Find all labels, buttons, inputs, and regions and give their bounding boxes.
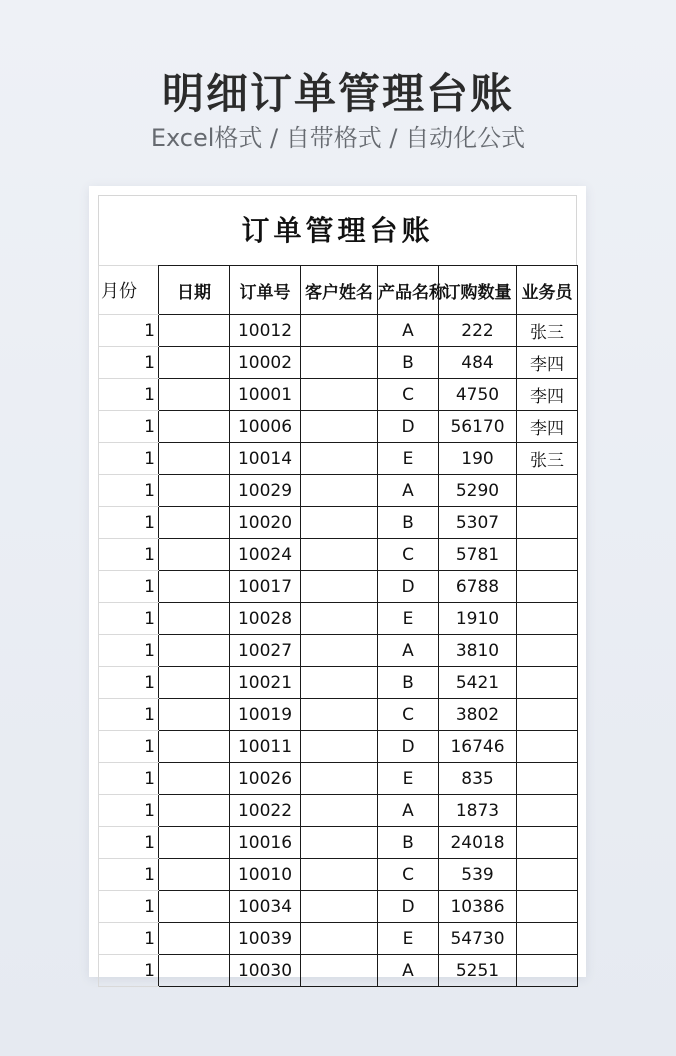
- cell-salesperson: 张三: [517, 315, 578, 347]
- table-row: [99, 731, 578, 763]
- sheet-title: 订单管理台账: [98, 195, 577, 265]
- cell-quantity: 1873: [439, 795, 517, 827]
- cell-quantity: 5307: [439, 507, 517, 539]
- cell-product: B: [378, 347, 439, 379]
- cell-customer: [301, 507, 378, 539]
- cell-product: D: [378, 411, 439, 443]
- cell-order-no: 10010: [230, 859, 301, 891]
- cell-date: [159, 571, 230, 603]
- cell-quantity: 539: [439, 859, 517, 891]
- column-header-order-no: 订单号: [230, 266, 301, 315]
- cell-quantity: 3802: [439, 699, 517, 731]
- order-ledger-table: [98, 265, 578, 987]
- cell-order-no: 10024: [230, 539, 301, 571]
- cell-product: B: [378, 667, 439, 699]
- cell-product: C: [378, 699, 439, 731]
- spreadsheet-preview-card: [89, 186, 586, 981]
- cell-customer: [301, 539, 378, 571]
- cell-quantity: 190: [439, 443, 517, 475]
- table-row: [99, 347, 578, 379]
- cell-product: B: [378, 827, 439, 859]
- cell-order-no: 10021: [230, 667, 301, 699]
- cell-month: 1: [99, 507, 159, 539]
- page-subtitle: Excel格式 / 自带格式 / 自动化公式: [150, 124, 526, 152]
- cell-order-no: 10020: [230, 507, 301, 539]
- table-row: [99, 475, 578, 507]
- cell-quantity: 1910: [439, 603, 517, 635]
- cell-date: [159, 795, 230, 827]
- cell-quantity: 16746: [439, 731, 517, 763]
- cell-date: [159, 635, 230, 667]
- cell-quantity: 24018: [439, 827, 517, 859]
- cell-product: A: [378, 795, 439, 827]
- cell-product: A: [378, 635, 439, 667]
- cell-date: [159, 859, 230, 891]
- cell-salesperson: [517, 699, 578, 731]
- cell-product: E: [378, 923, 439, 955]
- cell-salesperson: [517, 859, 578, 891]
- cell-order-no: 10027: [230, 635, 301, 667]
- cell-month: 1: [99, 763, 159, 795]
- cell-customer: [301, 347, 378, 379]
- cell-month: 1: [99, 923, 159, 955]
- cell-product: D: [378, 731, 439, 763]
- cell-salesperson: [517, 763, 578, 795]
- cell-quantity: 6788: [439, 571, 517, 603]
- cell-customer: [301, 475, 378, 507]
- cell-month: 1: [99, 827, 159, 859]
- table-row: [99, 635, 578, 667]
- cell-customer: [301, 891, 378, 923]
- cell-quantity: 835: [439, 763, 517, 795]
- cell-date: [159, 411, 230, 443]
- cell-month: 1: [99, 635, 159, 667]
- cell-product: A: [378, 315, 439, 347]
- column-header-customer: 客户姓名: [301, 266, 378, 315]
- cell-salesperson: [517, 923, 578, 955]
- cell-order-no: 10029: [230, 475, 301, 507]
- cell-date: [159, 731, 230, 763]
- cell-customer: [301, 763, 378, 795]
- column-header-date: 日期: [159, 266, 230, 315]
- cell-date: [159, 763, 230, 795]
- spreadsheet: [98, 195, 577, 981]
- cell-month: 1: [99, 603, 159, 635]
- table-row: [99, 603, 578, 635]
- cell-date: [159, 955, 230, 987]
- cell-quantity: 4750: [439, 379, 517, 411]
- cell-order-no: 10006: [230, 411, 301, 443]
- cell-product: A: [378, 955, 439, 987]
- column-header-product: 产品名称: [378, 266, 439, 315]
- table-row: [99, 699, 578, 731]
- cell-order-no: 10019: [230, 699, 301, 731]
- cell-order-no: 10014: [230, 443, 301, 475]
- cell-month: 1: [99, 347, 159, 379]
- table-row: [99, 443, 578, 475]
- cell-quantity: 222: [439, 315, 517, 347]
- cell-order-no: 10016: [230, 827, 301, 859]
- table-row: [99, 827, 578, 859]
- table-row: [99, 955, 578, 987]
- table-body: [99, 315, 578, 987]
- cell-salesperson: [517, 507, 578, 539]
- cell-month: 1: [99, 859, 159, 891]
- cell-order-no: 10028: [230, 603, 301, 635]
- column-header-month: 月份: [99, 266, 159, 315]
- cell-date: [159, 667, 230, 699]
- cell-month: 1: [99, 891, 159, 923]
- cell-quantity: 56170: [439, 411, 517, 443]
- cell-date: [159, 699, 230, 731]
- cell-salesperson: [517, 731, 578, 763]
- cell-customer: [301, 603, 378, 635]
- cell-salesperson: [517, 475, 578, 507]
- cell-product: D: [378, 891, 439, 923]
- cell-month: 1: [99, 475, 159, 507]
- cell-customer: [301, 379, 378, 411]
- cell-salesperson: [517, 603, 578, 635]
- cell-date: [159, 507, 230, 539]
- cell-date: [159, 315, 230, 347]
- table-header-row: [99, 266, 578, 315]
- cell-salesperson: [517, 571, 578, 603]
- cell-order-no: 10030: [230, 955, 301, 987]
- cell-month: 1: [99, 539, 159, 571]
- cell-customer: [301, 859, 378, 891]
- cell-product: C: [378, 859, 439, 891]
- cell-customer: [301, 955, 378, 987]
- cell-order-no: 10034: [230, 891, 301, 923]
- cell-salesperson: [517, 955, 578, 987]
- cell-quantity: 484: [439, 347, 517, 379]
- cell-order-no: 10039: [230, 923, 301, 955]
- cell-month: 1: [99, 955, 159, 987]
- cell-month: 1: [99, 731, 159, 763]
- cell-month: 1: [99, 443, 159, 475]
- cell-product: D: [378, 571, 439, 603]
- cell-salesperson: [517, 635, 578, 667]
- cell-product: B: [378, 507, 439, 539]
- cell-order-no: 10026: [230, 763, 301, 795]
- table-row: [99, 667, 578, 699]
- cell-date: [159, 475, 230, 507]
- cell-month: 1: [99, 571, 159, 603]
- cell-customer: [301, 411, 378, 443]
- cell-date: [159, 891, 230, 923]
- cell-salesperson: 张三: [517, 443, 578, 475]
- cell-order-no: 10001: [230, 379, 301, 411]
- cell-quantity: 3810: [439, 635, 517, 667]
- cell-order-no: 10022: [230, 795, 301, 827]
- cell-product: E: [378, 763, 439, 795]
- cell-month: 1: [99, 379, 159, 411]
- cell-date: [159, 923, 230, 955]
- cell-salesperson: [517, 891, 578, 923]
- cell-date: [159, 827, 230, 859]
- page-title: 明细订单管理台账: [161, 69, 514, 118]
- cell-product: E: [378, 443, 439, 475]
- table-row: [99, 539, 578, 571]
- cell-customer: [301, 795, 378, 827]
- cell-date: [159, 443, 230, 475]
- cell-date: [159, 379, 230, 411]
- table-row: [99, 411, 578, 443]
- table-row: [99, 859, 578, 891]
- table-row: [99, 795, 578, 827]
- cell-order-no: 10002: [230, 347, 301, 379]
- cell-quantity: 5421: [439, 667, 517, 699]
- cell-product: A: [378, 475, 439, 507]
- cell-salesperson: [517, 539, 578, 571]
- table-row: [99, 507, 578, 539]
- cell-month: 1: [99, 795, 159, 827]
- cell-product: E: [378, 603, 439, 635]
- cell-salesperson: [517, 827, 578, 859]
- cell-customer: [301, 443, 378, 475]
- cell-product: C: [378, 539, 439, 571]
- cell-order-no: 10011: [230, 731, 301, 763]
- cell-customer: [301, 315, 378, 347]
- table-row: [99, 763, 578, 795]
- cell-date: [159, 603, 230, 635]
- cell-month: 1: [99, 411, 159, 443]
- cell-salesperson: 李四: [517, 379, 578, 411]
- cell-date: [159, 539, 230, 571]
- cell-customer: [301, 635, 378, 667]
- cell-salesperson: 李四: [517, 347, 578, 379]
- cell-customer: [301, 699, 378, 731]
- cell-month: 1: [99, 315, 159, 347]
- cell-product: C: [378, 379, 439, 411]
- cell-quantity: 5781: [439, 539, 517, 571]
- cell-customer: [301, 923, 378, 955]
- table-row: [99, 379, 578, 411]
- table-row: [99, 891, 578, 923]
- table-row: [99, 923, 578, 955]
- cell-quantity: 5290: [439, 475, 517, 507]
- cell-salesperson: 李四: [517, 411, 578, 443]
- cell-quantity: 5251: [439, 955, 517, 987]
- cell-month: 1: [99, 699, 159, 731]
- cell-date: [159, 347, 230, 379]
- cell-salesperson: [517, 795, 578, 827]
- table-row: [99, 315, 578, 347]
- column-header-quantity: 订购数量: [439, 266, 517, 315]
- cell-order-no: 10017: [230, 571, 301, 603]
- cell-quantity: 54730: [439, 923, 517, 955]
- cell-order-no: 10012: [230, 315, 301, 347]
- cell-customer: [301, 827, 378, 859]
- cell-quantity: 10386: [439, 891, 517, 923]
- cell-month: 1: [99, 667, 159, 699]
- table-row: [99, 571, 578, 603]
- column-header-salesperson: 业务员: [517, 266, 578, 315]
- cell-salesperson: [517, 667, 578, 699]
- cell-customer: [301, 731, 378, 763]
- cell-customer: [301, 667, 378, 699]
- cell-customer: [301, 571, 378, 603]
